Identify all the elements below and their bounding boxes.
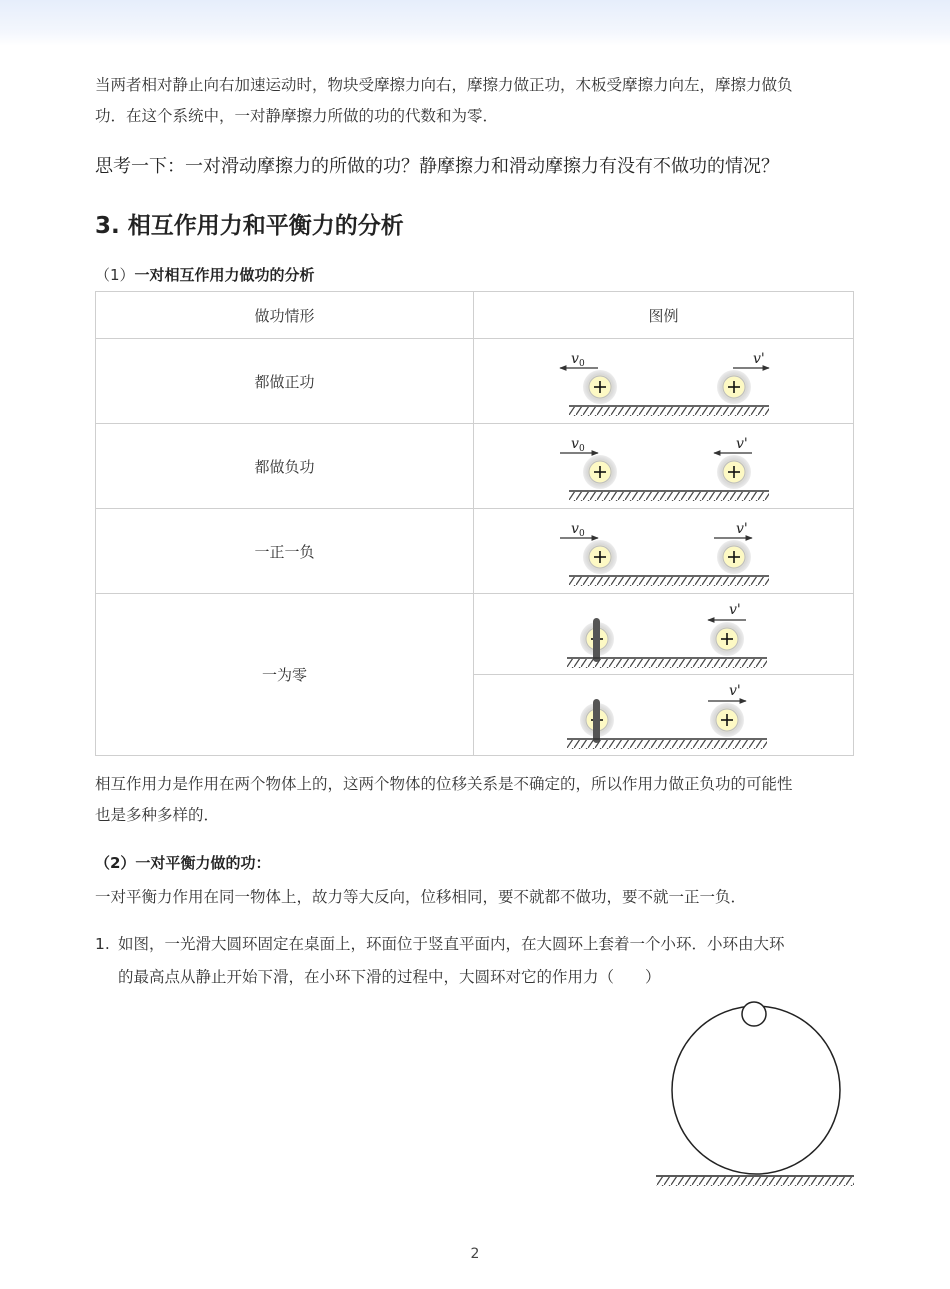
ball-right: [717, 455, 751, 489]
ground-hatch: [569, 491, 769, 501]
table-cell-case: 一为零: [96, 594, 474, 756]
table-header-case: 做功情形: [96, 292, 474, 339]
table-cell-diagram: [474, 594, 854, 675]
svg-text:0: 0: [579, 359, 585, 369]
svg-text:v': v': [729, 683, 741, 699]
table-cell-case: 都做负功: [96, 424, 474, 509]
ball-right: [710, 703, 744, 737]
diagram-one-positive-one-negative: [474, 509, 854, 593]
ground-hatch: [569, 406, 769, 416]
table-cell-case: 都做正功: [96, 339, 474, 424]
ball-right: [717, 370, 751, 404]
think-question: 思考一下：一对滑动摩擦力的所做的功？静摩擦力和滑动摩擦力有没有不做功的情况？: [95, 156, 779, 177]
header-band: [0, 0, 950, 46]
table-hatch: [656, 1177, 854, 1186]
ground-hatch: [567, 739, 767, 749]
wall-post: [593, 618, 600, 662]
svg-text:v: v: [571, 351, 579, 367]
interaction-paragraph: 相互作用力是作用在两个物体上的，这两个物体的位移关系是不确定的，所以作用力做正负功的可能性 也是多种多样的．: [95, 775, 793, 824]
ball-left: [583, 455, 617, 489]
ring-diagram: [650, 996, 860, 1191]
svg-text:v': v': [736, 521, 748, 537]
svg-text:v': v': [729, 602, 741, 618]
large-ring: [672, 1006, 840, 1174]
diagram-both-positive: [474, 339, 854, 423]
balance-paragraph: 一对平衡力作用在同一物体上，故力等大反向，位移相同，要不就都不做功，要不就一正一负．: [95, 888, 747, 906]
question-number: 1.: [95, 935, 110, 953]
subsection-1-title: （1）一对相互作用力做功的分析: [95, 266, 315, 284]
svg-text:0: 0: [579, 444, 585, 454]
section-title: 3. 相互作用力和平衡力的分析: [95, 213, 404, 239]
diagram-one-zero-b: [474, 675, 854, 755]
table-cell-diagram: [474, 339, 854, 424]
table-header-diagram: 图例: [474, 292, 854, 339]
ground-hatch: [567, 658, 767, 668]
table-cell-diagram: [474, 509, 854, 594]
svg-text:v: v: [571, 436, 579, 452]
diagram-one-zero-a: [474, 594, 854, 674]
svg-text:0: 0: [579, 529, 585, 539]
ball-left: [583, 540, 617, 574]
wall-post: [593, 699, 600, 743]
ground-hatch: [569, 576, 769, 586]
subsection-2-title: （2）一对平衡力做的功：: [95, 854, 271, 872]
table-cell-diagram: [474, 675, 854, 756]
small-ring: [742, 1002, 766, 1026]
ball-left: [583, 370, 617, 404]
svg-text:v': v': [736, 436, 748, 452]
question-text: 如图，一光滑大圆环固定在桌面上，环面位于竖直平面内，在大圆环上套着一个小环．小环由大环 的最高点从静止开始下滑，在小环下滑的过程中，大圆环对它的作用力（ ）: [118, 935, 785, 986]
ball-right: [710, 622, 744, 656]
ball-right: [717, 540, 751, 574]
diagram-both-negative: [474, 424, 854, 508]
svg-text:v': v': [753, 351, 765, 367]
intro-paragraph: 当两者相对静止向右加速运动时，物块受摩擦力向右，摩擦力做正功，木板受摩擦力向左，摩擦力做负 功．在这个系统中，一对静摩擦力所做的功的代数和为零．: [95, 76, 793, 125]
page-number: 2: [470, 1246, 480, 1262]
table-cell-diagram: [474, 424, 854, 509]
table-cell-case: 一正一负: [96, 509, 474, 594]
svg-text:v: v: [571, 521, 579, 537]
work-cases-table: [95, 291, 854, 756]
